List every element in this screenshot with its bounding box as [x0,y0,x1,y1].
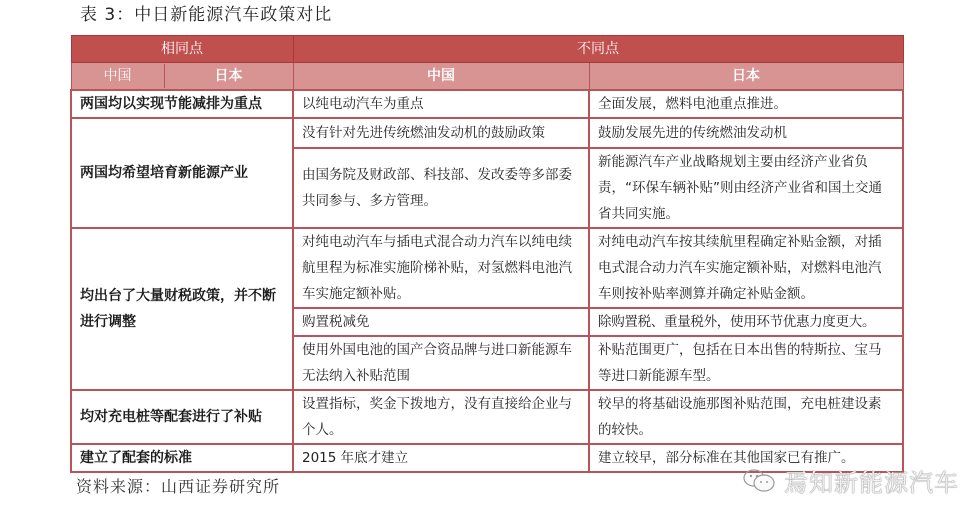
source-caption: 资料来源：山西证券研究所 [76,477,281,496]
china-diff-cell: 购置税减免 [293,308,589,336]
header-row-1 [71,36,903,63]
china-diff-cell: 设置指标，奖金下拨地方，没有直接给企业与个人。 [293,390,589,444]
same-point-cell: 两国均希望培育新能源产业 [71,118,293,228]
japan-diff-cell: 全面发展，燃料电池重点推进。 [589,90,903,118]
china-diff-cell: 由国务院及财政部、科技部、发改委等多部委共同参与、多方管理。 [293,148,589,228]
china-diff-cell: 对纯电动汽车与插电式混合动力汽车以纯电续航里程为标准实施阶梯补贴，对氢燃料电池汽车实施定额补贴。 [293,228,589,308]
japan-diff-cell: 鼓励发展先进的传统燃油发动机 [589,118,903,148]
wechat-icon [742,467,776,493]
header-diff: 不同点 [293,36,903,63]
header-diff-jp: 日本 [589,63,903,91]
table-row [71,228,903,308]
japan-diff-cell: 对纯电动汽车按其续航里程确定补贴金额，对插电式混合动力汽车实施定额补贴，对燃料电池汽车则按补贴率测算并确定补贴金额。 [589,228,903,308]
watermark-text: 焉知新能源汽车 [784,468,959,497]
watermark [742,463,959,497]
same-point-cell: 均对充电桩等配套进行了补贴 [71,390,293,444]
table-row [71,90,903,118]
japan-diff-cell: 新能源汽车产业战略规划主要由经济产业省负责，“环保车辆补贴”则由经济产业省和国土交通省共同实施。 [589,148,903,228]
table-title: 表 3：中日新能源汽车政策对比 [80,5,333,25]
header-same-cn: 中国 [72,64,165,88]
japan-diff-cell: 补贴范围更广，包括在日本出售的特斯拉、宝马等进口新能源车型。 [589,336,903,390]
china-diff-cell: 没有针对先进传统燃油发动机的鼓励政策 [293,118,589,148]
header-same-split [71,63,293,91]
same-point-cell: 两国均以实现节能减排为重点 [71,90,293,118]
header-same-jp: 日本 [214,68,243,84]
same-point-cell: 均出台了大量财税政策，并不断进行调整 [71,228,293,390]
policy-comparison-table [70,35,904,473]
header-same: 相同点 [71,36,293,63]
same-point-cell: 建立了配套的标准 [71,444,293,472]
japan-diff-cell: 较早的将基础设施那图补贴范围，充电桩建设素的较快。 [589,390,903,444]
japan-diff-cell: 除购置税、重量税外，使用环节优惠力度更大。 [589,308,903,336]
header-diff-cn: 中国 [293,63,589,91]
china-diff-cell: 2015 年底才建立 [293,444,589,472]
china-diff-cell: 使用外国电池的国产合资品牌与进口新能源车无法纳入补贴范围 [293,336,589,390]
table-row [71,390,903,444]
table-row [71,118,903,148]
header-row-2 [71,63,903,91]
japan-diff-cell: 建立较早，部分标准在其他国家已有推广。 [589,444,903,472]
china-diff-cell: 以纯电动汽车为重点 [293,90,589,118]
